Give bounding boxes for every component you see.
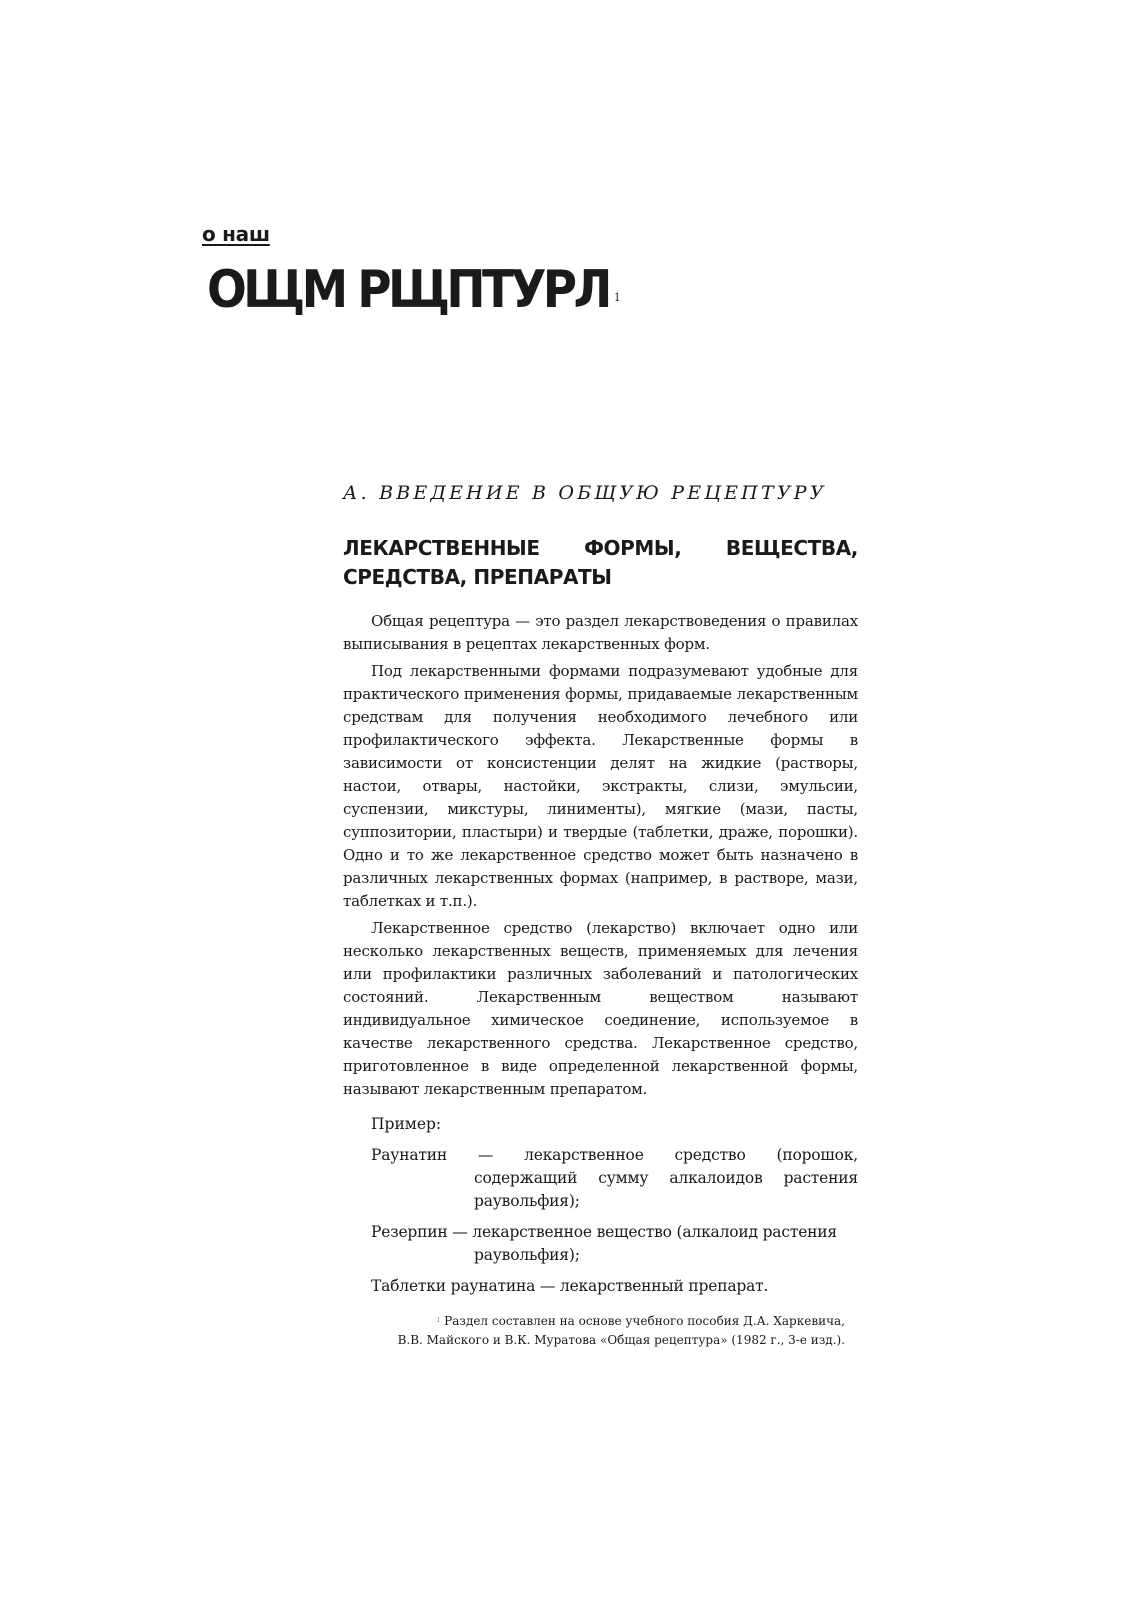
main-content: [343, 482, 858, 1306]
footnote: [395, 1311, 845, 1350]
footnote-line-1: [395, 1311, 845, 1331]
subheading-line-2: СРЕДСТВА, ПРЕПАРАТЫ: [343, 565, 612, 589]
paragraph-dosage-forms: Под лекарственными формами подразумевают удобные для практического применения формы, придаваемые лекарственным средствам для получения необходимого лечебного или профилактического эффекта. Лекарственные формы в зависимости от консистенции делят на жидкие (растворы, настои, отвары, настойки, экстракты, слизи, эмульсии, суспензии, микстуры, линименты), мягкие (мази, пасты, суппозитории, пластыри) и твердые (таблетки, драже, порошки). Одно и то же лекарственное средство может быть назначено в различных лекарственных формах (например, в растворе, мази, таблетках и т.п.).: [343, 662, 858, 910]
chapter-label: о наш: [202, 222, 270, 246]
footnote-mark: 1: [436, 1317, 441, 1324]
subheading-line-1: ЛЕКАРСТВЕННЫЕ ФОРМЫ, ВЕЩЕСТВА,: [343, 536, 858, 560]
subheading: [343, 534, 858, 592]
paragraph-medicine-definition: Лекарственное средство (лекарство) включает одно или несколько лекарственных веществ, применяемых для лечения или профилактики различных заболеваний и патологических состояний. Лекарственным веществом называют индивидуальное химическое соединение, используемое в качестве лекарственного средства. Лекарственное средство, приготовленное в виде определенной лекарственной формы, называют лекарственным препаратом.: [343, 919, 858, 1098]
footnote-text-1: Раздел составлен на основе учебного пособия Д.А. Харкевича,: [444, 1314, 845, 1328]
example-item: Таблетки раунатина — лекарственный препарат.: [371, 1277, 769, 1295]
footnote-reference: 1: [614, 291, 621, 304]
chapter-title: [207, 258, 620, 330]
example-item: Раунатин — лекарственное средство (порошок, содержащий сумму алкалоидов растения раувольфия);: [371, 1146, 858, 1210]
example-label: Пример:: [371, 1115, 442, 1133]
paragraph-intro: Общая рецептура — это раздел лекарствоведения о правилах выписывания в рецептах лекарственных форм.: [343, 612, 858, 653]
section-heading: А. ВВЕДЕНИЕ В ОБЩУЮ РЕЦЕПТУРУ: [343, 482, 827, 504]
footnote-line-2: В.В. Майского и В.К. Муратова «Общая рецептура» (1982 г., 3-е изд.).: [397, 1333, 845, 1347]
example-item: Резерпин — лекарственное вещество (алкалоид растения раувольфия);: [371, 1223, 838, 1264]
chapter-title-text: ОЩМ РЩПТУРЛ: [207, 260, 609, 320]
